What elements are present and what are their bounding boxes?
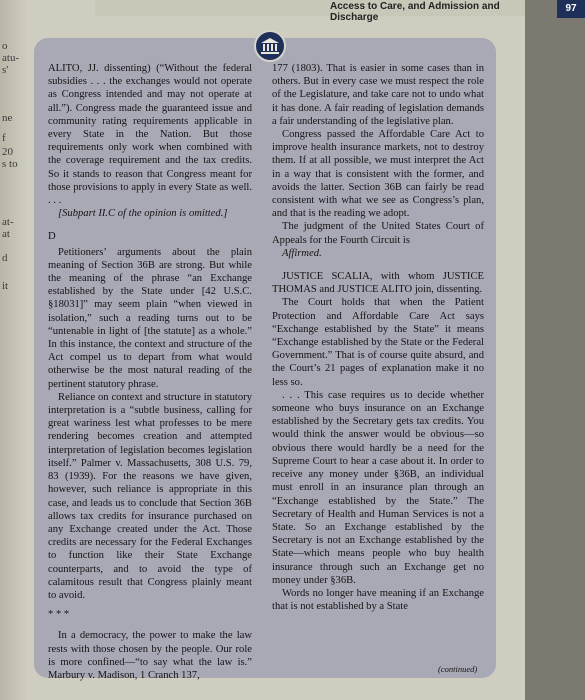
margin-fragment: it xyxy=(2,280,9,292)
right-column xyxy=(272,62,484,613)
margin-fragment: d xyxy=(2,252,8,264)
judgment-affirmed: Affirmed. xyxy=(282,247,322,259)
margin-fragment: s to xyxy=(2,158,18,170)
right-paragraph-3: The judgment of the United States Court of Appeals for the Fourth Circuit is xyxy=(272,221,484,246)
margin-fragment: 20 xyxy=(2,146,13,158)
right-paragraph-7: Words no longer have meaning if an Exchange that is not established by a State xyxy=(272,587,484,613)
margin-fragment: ne xyxy=(2,112,13,124)
margin-fragment: atu- xyxy=(2,52,20,64)
left-column xyxy=(48,62,252,682)
left-paragraph-2: Petitioners’ arguments about the plain meaning of Section 36B are strong. But while the meaning of the phrase “an Exchange established by the State under [42 U.S.C. §18031]” may seem plain “when viewed in isolation,” such a reading turns out to be “untenable in light of [the statute] as a whole.” In this instance, the context and structure of the Act compel us to depart from what would otherwise be the most natural reading of the pertinent statutory phrase. xyxy=(48,246,252,390)
page-number: 97 xyxy=(557,0,585,18)
section-break: * * * xyxy=(48,609,70,621)
previous-page-edge xyxy=(0,0,30,700)
omitted-note: [Subpart II.C of the opinion is omitted.] xyxy=(58,208,228,220)
continued-label: (continued) xyxy=(438,664,478,674)
margin-fragment: at- xyxy=(2,216,14,228)
right-paragraph-2: Congress passed the Affordable Care Act to improve health insurance markets, not to destroy them. If at all possible, we must interpret the Act in a way that is consistent with the former, and avoids the latter. Section 36B can fairly be read consistent with what we see as Congress’s plan, and that is the reading we adopt. xyxy=(272,129,484,220)
margin-fragment: s' xyxy=(2,64,9,76)
left-paragraph-3: Reliance on context and structure in statutory interpretation is a “subtle business, calling for great wariness lest what professes to be mere rendering becomes creation and attempted interpretation of legislation becomes legislation itself.” Palmer v. Massachusetts, 308 U.S. 79, 83 (1939). For the reasons we have given, however, such reliance is appropriate in this case, and leads us to conclude that Section 36B allows tax credits for insurance purchased on any Exchange created under the Act. Those credits are necessary for the Federal Exchanges to function like their State Exchange counterparts, and to avoid the type of calamitous result that Congress plainly meant to avoid. xyxy=(48,391,252,601)
left-paragraph-1: ALITO, JJ. dissenting) (“Without the federal subsidies . . . the exchanges would not operate as Congress intended and may not operate at all.”). Congress made the guaranteed issue and community rating requirements applicable in every State in the Nation. But those requirements only work when combined with the coverage requirement and the tax credits. So it stands to reason that Congress meant for those provisions to apply in every State as well. . . . xyxy=(48,63,252,207)
courthouse-icon xyxy=(254,30,286,62)
dissent-heading: JUSTICE SCALIA, with whom JUSTICE THOMAS and JUSTICE ALITO join, dissenting. xyxy=(272,271,484,296)
running-header xyxy=(95,0,577,23)
running-head-title: Access to Care, and Admission and Discharge xyxy=(330,1,500,23)
left-paragraph-4: In a democracy, the power to make the law rests with those chosen by the people. Our role is more confined—“to say what the law is.” Marbury v. Madison, 1 Cranch 137, xyxy=(48,630,252,681)
section-heading: D xyxy=(48,231,56,243)
margin-fragment: o xyxy=(2,40,8,52)
margin-fragment: f xyxy=(2,132,6,144)
right-paragraph-1: 177 (1803). That is easier in some cases than in others. But in every case we must respect the role of the Legislature, and take care not to undo what it has done. A fair reading of legislation demands a fair understanding of the legislative plan. xyxy=(272,63,484,127)
right-paragraph-5: The Court holds that when the Patient Protection and Affordable Care Act says “Exchange established by the State” it means “Exchange established by the State or the Federal Government.” That is of course quite absurd, and the Court’s 21 pages of explanation make it no less so. xyxy=(272,297,484,388)
margin-fragment: at xyxy=(2,228,10,240)
right-paragraph-6: . . . This case requires us to decide whether someone who buys insurance on an Exchange established by the Secretary gets tax credits. You would think the answer would be obvious—so obvious there would hardly be a need for the Supreme Court to hear a case about it. In order to receive any money under §36B, an individual must enroll in an insurance plan through an “Exchange established by the State.” The Secretary of Health and Human Services is not a State. So an Exchange established by the Secretary is not an Exchange established by the State—which means people who buy health insurance through such an Exchange get no money under §36B. xyxy=(272,389,484,586)
